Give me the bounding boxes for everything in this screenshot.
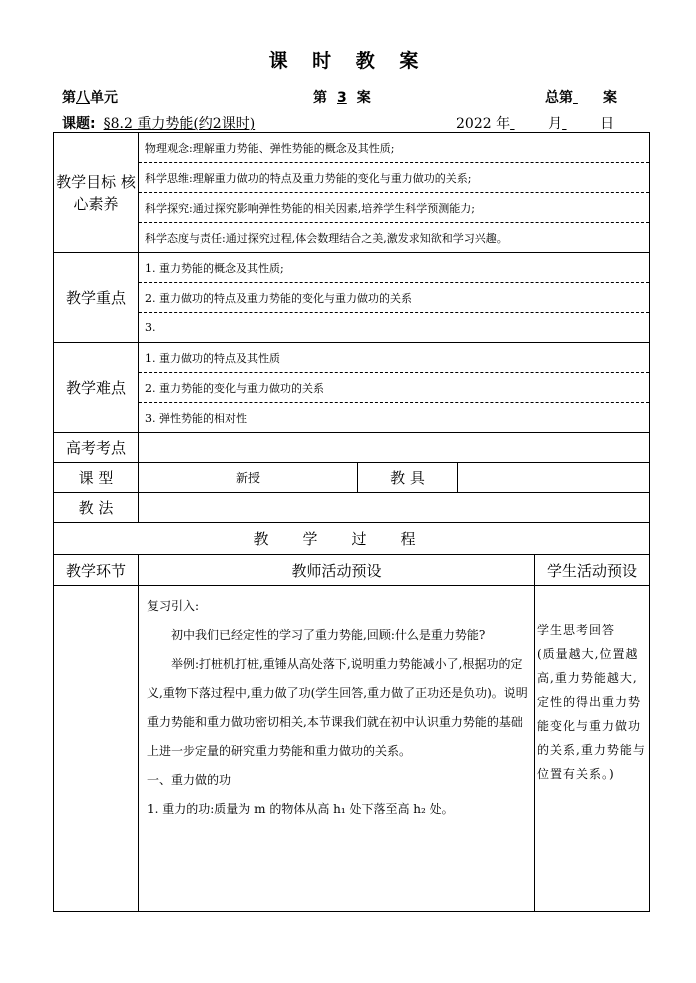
plan-suffix: 案: [356, 90, 371, 106]
difficult-points-content: [139, 343, 650, 433]
key-points-label: 教学重点: [54, 253, 139, 343]
difficult-point-item: 1. 重力做功的特点及其性质: [139, 343, 649, 373]
student-line: (质量越大,位置越高,重力势能越大,定性的得出重力势能变化与重力做功的关系,重力势能与位置有关系。): [537, 647, 646, 781]
key-point-item: 1. 重力势能的概念及其性质;: [139, 253, 649, 283]
difficult-points-row: [54, 343, 650, 433]
col-teacher-header: 教师活动预设: [139, 555, 535, 586]
date-line: [456, 113, 614, 133]
student-line: 学生思考回答: [537, 623, 616, 637]
key-point-item: 2. 重力做功的特点及重力势能的变化与重力做功的关系: [139, 283, 649, 313]
plan-prefix: 第: [313, 90, 327, 106]
unit-prefix: 第: [62, 90, 76, 106]
page-title: 课 时 教 案: [268, 50, 428, 72]
course-type-label: 课 型: [54, 463, 139, 493]
unit-line: [62, 87, 118, 107]
method-label: 教 法: [54, 493, 139, 523]
exam-points-label: 高考考点: [54, 433, 139, 463]
col-student-header: 学生活动预设: [535, 555, 650, 586]
teacher-activity-cell: [139, 586, 535, 912]
goals-content: [139, 133, 650, 253]
topic-value: §8.2 重力势能(约2课时): [103, 116, 256, 132]
total-blank: [573, 90, 603, 106]
teacher-line: 初中我们已经定性的学习了重力势能,回顾:什么是重力势能?: [171, 628, 486, 642]
teacher-line: 一、重力做的功: [147, 773, 232, 787]
teacher-line: 1. 重力的功:质量为 m 的物体从高 h₁ 处下落至高 h₂ 处。: [147, 802, 454, 816]
tools-value: [458, 463, 650, 493]
goal-item: 科学态度与责任:通过探究过程,体会数理结合之美,激发求知欲和学习兴趣。: [145, 231, 508, 245]
teacher-line: 复习引入:: [147, 599, 200, 613]
difficult-point-item: 2. 重力势能的变化与重力做功的关系: [139, 373, 649, 403]
tools-label: 教 具: [358, 463, 458, 493]
month-blank: [510, 116, 548, 132]
teacher-line: 举例:打桩机打桩,重锤从高处落下,说明重力势能减小了,根据功的定义,重物下落过程中,重力做了功(学生回答,重力做了正功还是负功)。说明重力势能和重力做功密切相关,本节课我们就在初中认识重力势能的基础上进一步定量的研究重力势能和重力做功的关系。: [147, 657, 528, 758]
key-points-row: [54, 253, 650, 343]
course-type-row: [54, 463, 650, 493]
goal-item: 物理观念:理解重力势能、弹性势能的概念及其性质;: [139, 133, 649, 163]
plan-line: [313, 87, 371, 107]
lesson-plan-table: [53, 132, 650, 912]
day-blank: [562, 116, 600, 132]
total-suffix: 案: [603, 90, 617, 106]
process-content-row: [54, 586, 650, 912]
col-stage-header: 教学环节: [54, 555, 139, 586]
topic-line: [62, 113, 255, 133]
stage-cell: [54, 586, 139, 912]
process-title: 教学过程: [54, 523, 650, 555]
course-type-value: 新授: [139, 463, 358, 493]
process-header-row: [54, 555, 650, 586]
difficult-point-item: 3. 弹性势能的相对性: [145, 411, 247, 425]
difficult-points-label: 教学难点: [54, 343, 139, 433]
topic-label: 课题:: [62, 116, 96, 132]
total-prefix: 总第: [545, 90, 573, 106]
date-month: 月: [548, 116, 563, 132]
exam-points-row: [54, 433, 650, 463]
goals-row: [54, 133, 650, 253]
goal-item: 科学思维:理解重力做功的特点及重力势能的变化与重力做功的关系;: [139, 163, 649, 193]
goals-label: 教学目标 核心素养: [54, 133, 139, 253]
exam-points-value: [139, 433, 650, 463]
goal-item: 科学探究:通过探究影响弹性势能的相关因素,培养学生科学预测能力;: [139, 193, 649, 223]
process-title-row: [54, 523, 650, 555]
date-day: 日: [600, 116, 615, 132]
date-year: 2022 年: [456, 116, 511, 132]
key-point-item: 3.: [145, 321, 156, 334]
key-points-content: [139, 253, 650, 343]
method-row: [54, 493, 650, 523]
unit-value: 八: [76, 90, 90, 106]
unit-suffix: 单元: [90, 90, 118, 106]
student-activity-cell: [535, 586, 650, 912]
method-value: [139, 493, 650, 523]
total-plan-line: [545, 87, 617, 107]
plan-value: 3: [337, 90, 347, 106]
